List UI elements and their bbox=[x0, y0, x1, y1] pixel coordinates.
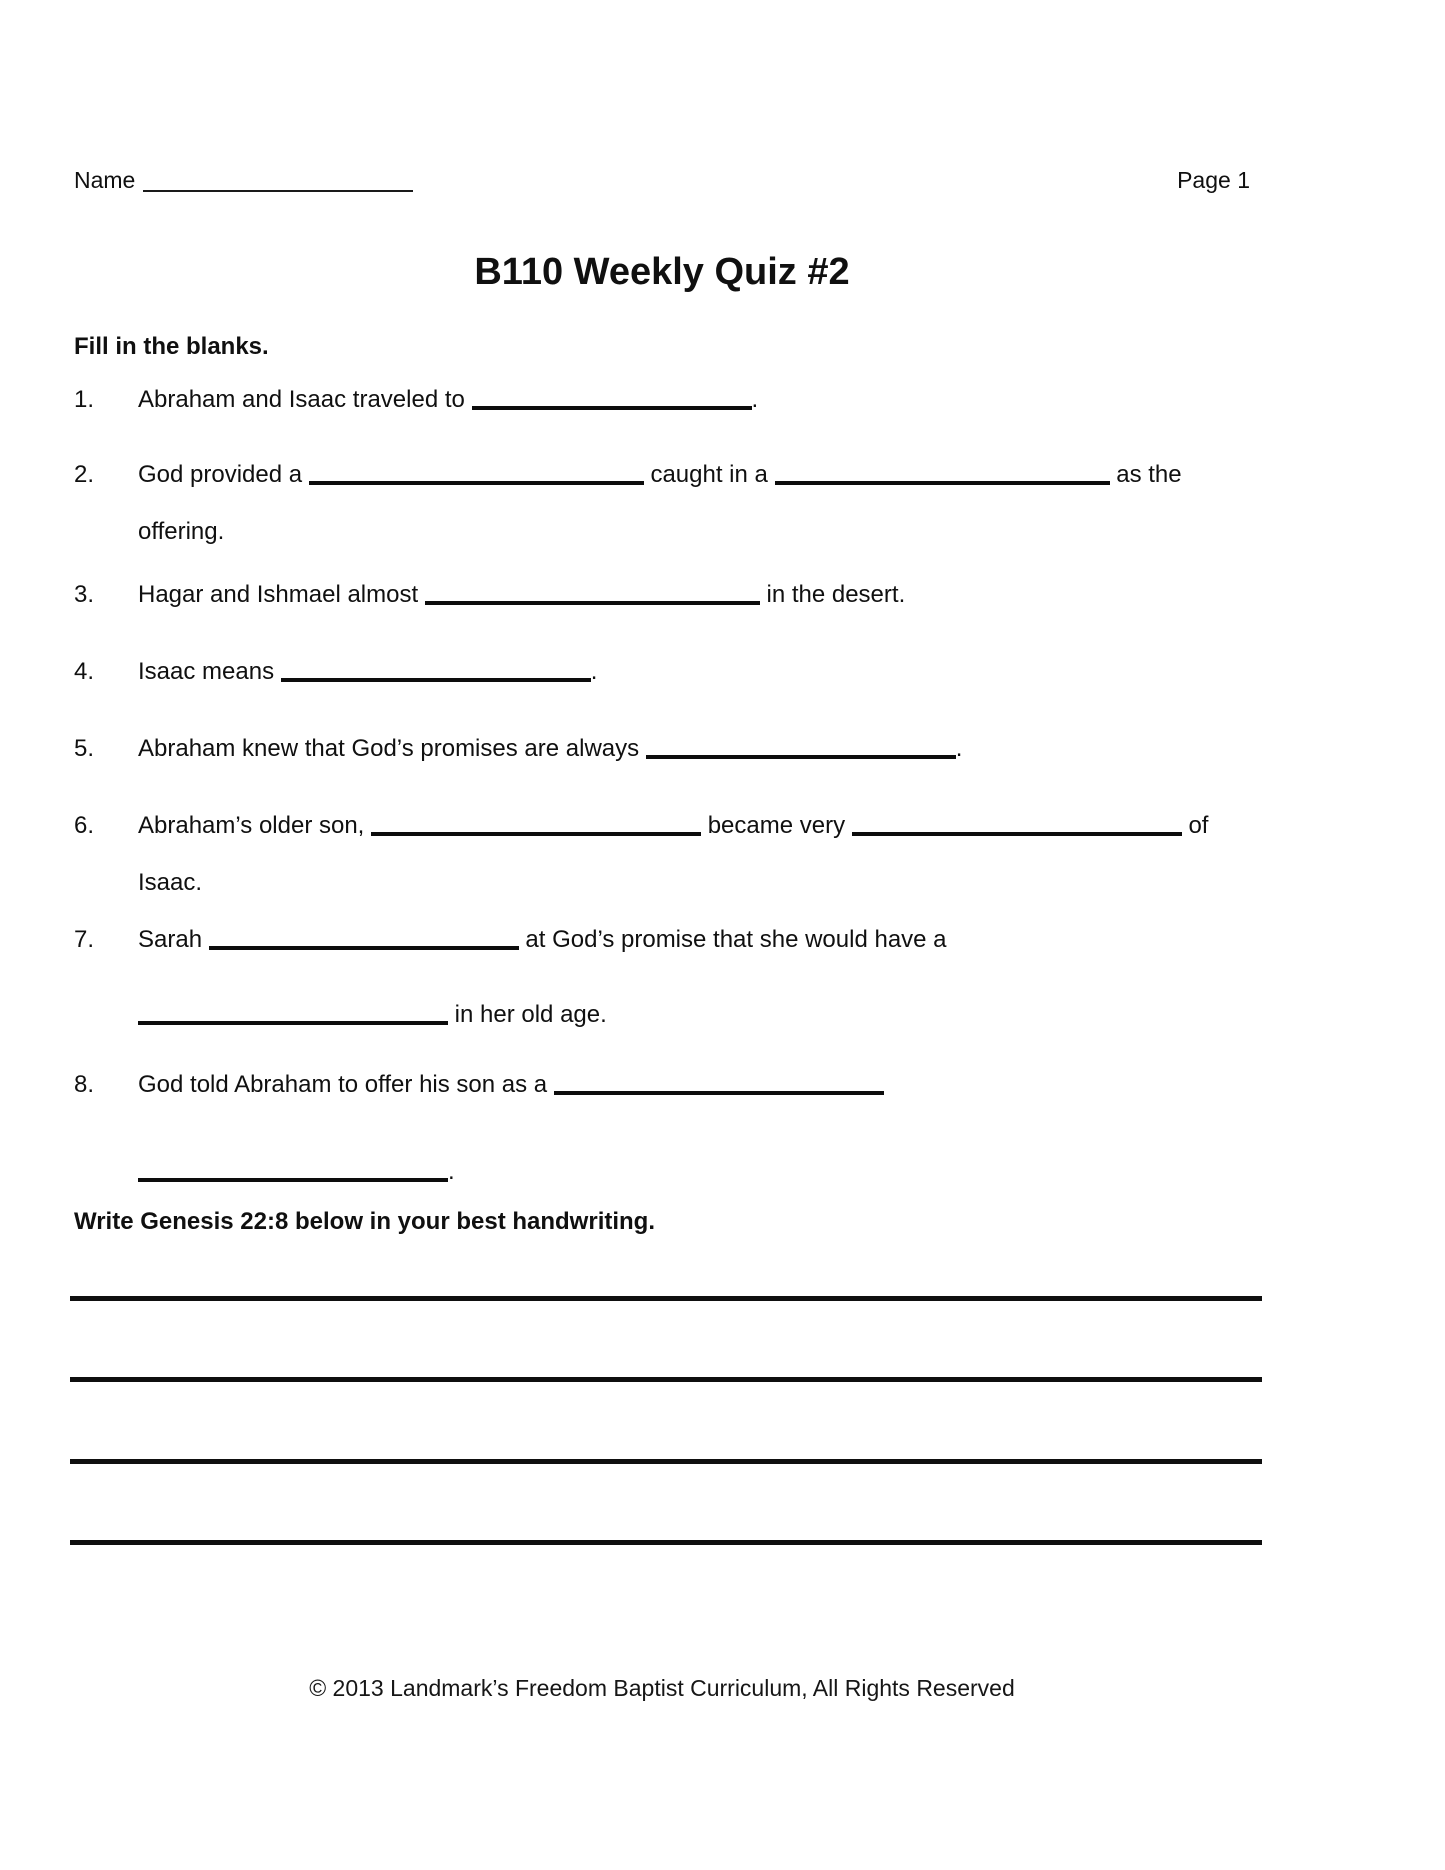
answer-blank[interactable] bbox=[371, 815, 701, 836]
question-8 bbox=[74, 1070, 1250, 1100]
question-text-wrap bbox=[138, 1000, 1250, 1030]
question-text: God provided a bbox=[138, 461, 303, 488]
question-text: as the bbox=[1116, 461, 1182, 488]
question-text-wrap bbox=[138, 1070, 1250, 1100]
quiz-title: B110 Weekly Quiz #2 bbox=[474, 251, 850, 293]
question-number: 6. bbox=[74, 812, 95, 839]
question-number: 4. bbox=[74, 658, 95, 685]
fill-in-heading: Fill in the blanks. bbox=[74, 333, 269, 360]
question-text-wrap bbox=[138, 517, 1250, 547]
question-number: 8. bbox=[74, 1071, 95, 1098]
answer-blank[interactable] bbox=[281, 661, 591, 682]
handwriting-line[interactable] bbox=[70, 1377, 1262, 1382]
name-field bbox=[74, 165, 413, 195]
question-text: Abraham’s older son, bbox=[138, 812, 365, 839]
question-text: Abraham knew that God’s promises are always bbox=[138, 735, 640, 762]
question-text-wrap bbox=[138, 734, 1250, 764]
question-text: . bbox=[590, 658, 598, 685]
question-text: Sarah bbox=[138, 926, 203, 953]
question-number: 2. bbox=[74, 461, 95, 488]
question-text-wrap bbox=[138, 580, 1250, 610]
question-text: at God’s promise that she would have a bbox=[525, 926, 947, 953]
question-4 bbox=[74, 657, 1250, 687]
question-6-continuation bbox=[74, 868, 1250, 898]
answer-blank[interactable] bbox=[138, 1004, 448, 1025]
question-number: 7. bbox=[74, 926, 95, 953]
question-text: of bbox=[1188, 812, 1209, 839]
question-number-spacer bbox=[74, 1157, 138, 1187]
handwriting-heading: Write Genesis 22:8 below in your best handwriting. bbox=[74, 1208, 656, 1235]
question-7-continuation bbox=[74, 1000, 1250, 1030]
question-text: became very bbox=[707, 812, 846, 839]
question-text-wrap bbox=[138, 385, 1250, 415]
question-number-spacer bbox=[74, 868, 138, 898]
question-text-wrap bbox=[138, 925, 1250, 955]
question-3 bbox=[74, 580, 1250, 610]
question-number: 3. bbox=[74, 581, 95, 608]
answer-blank[interactable] bbox=[852, 815, 1182, 836]
name-label: Name bbox=[74, 167, 136, 193]
question-2 bbox=[74, 460, 1250, 490]
question-5 bbox=[74, 734, 1250, 764]
answer-blank[interactable] bbox=[472, 389, 752, 410]
question-6 bbox=[74, 811, 1250, 841]
question-number-spacer bbox=[74, 1000, 138, 1030]
question-number-spacer bbox=[74, 517, 138, 547]
question-text-wrap bbox=[138, 811, 1250, 841]
question-text: . bbox=[955, 735, 963, 762]
question-text: in her old age. bbox=[454, 1001, 607, 1028]
question-text-wrap bbox=[138, 460, 1250, 490]
question-7 bbox=[74, 925, 1250, 955]
question-2-continuation bbox=[74, 517, 1250, 547]
page-number: Page 1 bbox=[1177, 167, 1250, 193]
question-text: Abraham and Isaac traveled to bbox=[138, 386, 465, 413]
question-text-wrap bbox=[138, 1157, 1250, 1187]
question-text-wrap bbox=[138, 868, 1250, 898]
question-text: . bbox=[448, 1158, 455, 1185]
answer-blank[interactable] bbox=[209, 929, 519, 950]
question-text: Isaac means bbox=[138, 658, 275, 685]
question-text: in the desert. bbox=[766, 581, 906, 608]
handwriting-line[interactable] bbox=[70, 1296, 1262, 1301]
question-text: Isaac. bbox=[138, 869, 203, 896]
answer-blank[interactable] bbox=[309, 464, 644, 485]
question-text: Hagar and Ishmael almost bbox=[138, 581, 419, 608]
answer-blank[interactable] bbox=[138, 1161, 448, 1182]
question-text-wrap bbox=[138, 657, 1250, 687]
question-text: . bbox=[751, 386, 759, 413]
answer-blank[interactable] bbox=[554, 1074, 884, 1095]
page-header bbox=[74, 165, 1250, 195]
question-text: offering. bbox=[138, 518, 225, 545]
question-number: 1. bbox=[74, 386, 95, 413]
copyright-footer: © 2013 Landmark’s Freedom Baptist Curriculum, All Rights Reserved bbox=[309, 1675, 1015, 1701]
name-blank[interactable] bbox=[143, 174, 413, 192]
handwriting-line[interactable] bbox=[70, 1459, 1262, 1464]
question-text: God told Abraham to offer his son as a bbox=[138, 1071, 548, 1098]
handwriting-line[interactable] bbox=[70, 1540, 1262, 1545]
question-number: 5. bbox=[74, 735, 95, 762]
question-1 bbox=[74, 385, 1250, 415]
question-text: caught in a bbox=[650, 461, 768, 488]
question-8-continuation bbox=[74, 1157, 1250, 1187]
answer-blank[interactable] bbox=[425, 584, 760, 605]
answer-blank[interactable] bbox=[775, 464, 1110, 485]
answer-blank[interactable] bbox=[646, 738, 956, 759]
